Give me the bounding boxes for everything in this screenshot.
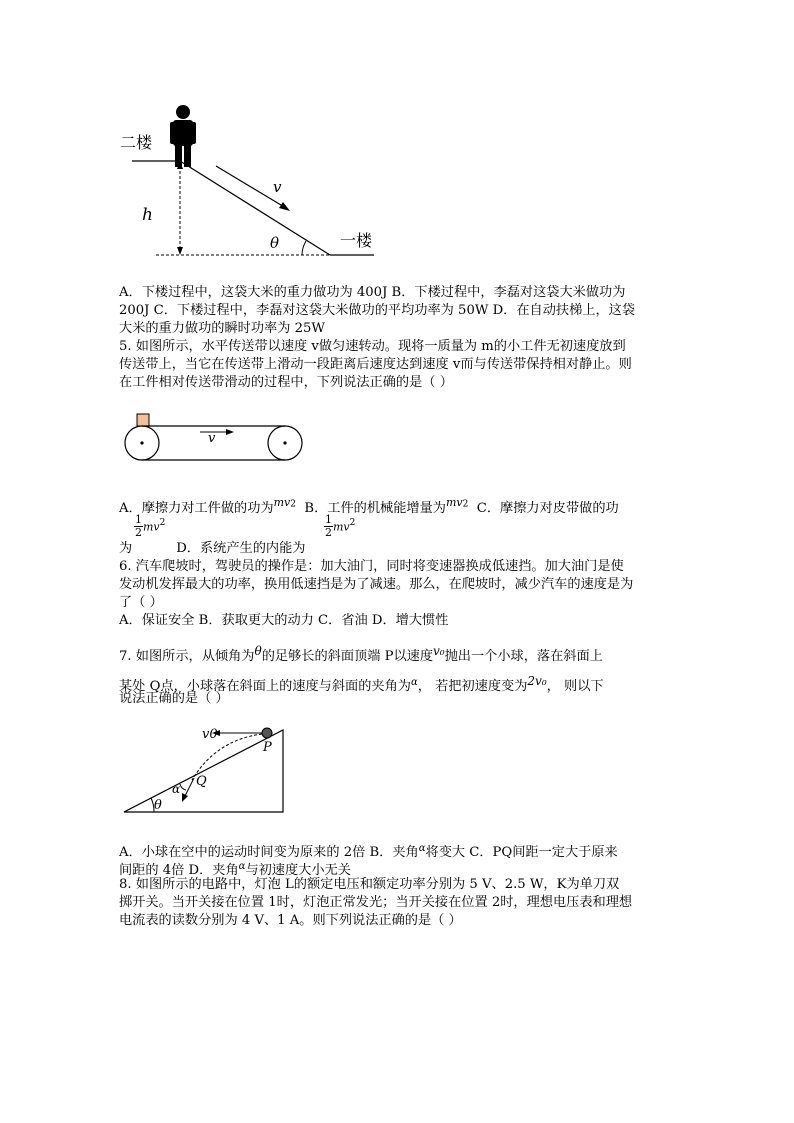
- q5-stem-line1: 5. 如图所示，水平传送带以速度 v做匀速转动。现将一质量为 m的小工件无初速度放到: [119, 339, 626, 354]
- q7-opt-alpha2: α: [238, 861, 246, 872]
- q5-option-c: C．摩擦力对皮带做的功: [476, 501, 619, 516]
- label-height: h: [142, 205, 153, 225]
- q7-line2-b: ， 若把初速度变为: [417, 679, 528, 694]
- q5-options-line1: [119, 494, 619, 518]
- q6-stem-line2: 发动机发挥最大的功率，换用低速挡是为了减速。那么，在爬坡时，减少汽车的速度是为: [119, 577, 634, 592]
- incline-projectile-figure: [120, 720, 295, 815]
- q5-options-line2: [119, 540, 305, 558]
- label-P: P: [263, 740, 272, 755]
- q7-line2-c: ， 则以下: [546, 679, 604, 694]
- q7-opt-alpha1: α: [418, 843, 426, 854]
- label-upper-floor: 二楼: [120, 133, 153, 152]
- label-theta: θ: [270, 234, 280, 252]
- q7-line1-b: 的足够长的斜面顶端 P以速度: [261, 649, 434, 664]
- q7-opt-c: 间距的 4倍 D．夹角: [119, 863, 239, 878]
- q4-options-line2: 200J C．下楼过程中，李磊对这袋大米做功的平均功率为 50W D．在自动扶梯上，这袋: [119, 303, 636, 318]
- q8-stem-line1: 8. 如图所示的电路中，灯泡 L的额定电压和额定功率分别为 5 V、2.5 W，K为单刀双: [119, 877, 620, 892]
- q7-opt-b: 将变大 C．PQ间距一定大于原来: [425, 845, 618, 860]
- q6-options: A．保证安全 B．获取更大的动力 C．省油 D．增大惯性: [119, 613, 449, 628]
- q4-options-line3: 大米的重力做功的瞬时功率为 25W: [119, 321, 325, 336]
- q5-d-den: 2: [325, 526, 332, 540]
- q5-formula-c-exp: 2: [159, 518, 166, 528]
- label-theta-incline: θ: [154, 798, 162, 813]
- q7-opt-d: 与初速度大小无关: [245, 863, 351, 878]
- q5-c-den: 2: [135, 526, 142, 540]
- q7-line2-alpha: α: [410, 677, 418, 688]
- q7-stem-line3: 说法正确的是（ ）: [119, 691, 229, 706]
- q6-stem-line3: 了（ ）: [119, 595, 163, 610]
- q5-option-b: B．工件的机械能增量为: [304, 501, 446, 516]
- q8-stem-line2: 掷开关。当开关接在位置 1时，灯泡正常发光；当开关接在位置 2时，理想电压表和理想: [119, 895, 633, 910]
- person-icon: [170, 105, 196, 167]
- label-alpha: α: [172, 782, 181, 796]
- q7-opt-a: A．小球在空中的运动时间变为原来的 2倍 B．夹角: [119, 845, 419, 860]
- q8-stem-line3: 电流表的读数分别为 4 V、1 A。则下列说法正确的是（ ）: [119, 913, 462, 928]
- q4-options-line1: A．下楼过程中，这袋大米的重力做功为 400J B．下楼过程中，李磊对这袋大米做功为: [119, 285, 626, 300]
- q5-formula-c: mv: [143, 520, 160, 534]
- label-lower-floor: 一楼: [340, 231, 373, 250]
- conveyor-velocity-label: v: [208, 431, 216, 446]
- q5-option-a: A．摩擦力对工件做的功为: [119, 501, 274, 516]
- label-Q: Q: [196, 774, 207, 789]
- q7-line1-theta: θ: [254, 644, 262, 658]
- q5-formula-d-frac: [324, 514, 355, 544]
- q5-formula-d: mv: [333, 520, 350, 534]
- q5-option-c-cont: 为: [119, 541, 133, 556]
- q7-line1-c: 抛出一个小球，落在斜面上: [444, 649, 603, 664]
- q5-stem-line3: 在工件相对传送带滑动的过程中，下列说法正确的是（ ）: [119, 375, 453, 390]
- q7-line1-a: 7. 如图所示，从倾角为: [119, 649, 255, 664]
- escalator-figure: [118, 100, 388, 260]
- q5-stem-line2: 传送带上，当它在传送带上滑动一段距离后速度达到速度 v而与传送带保持相对静止。则: [119, 357, 632, 372]
- q5-option-d: D．系统产生的内能为: [176, 541, 306, 556]
- q5-formula-a: mv: [273, 496, 291, 509]
- q5-formula-d-exp: 2: [349, 518, 356, 528]
- q7-line1-v0: v₀: [433, 644, 445, 658]
- q5-formula-b-exp: 2: [462, 499, 469, 510]
- label-v0: v0: [202, 727, 218, 742]
- q5-formula-b: mv: [445, 496, 463, 509]
- q7-stem-line1: [119, 642, 603, 666]
- q5-formula-a-exp: 2: [290, 499, 296, 510]
- conveyor-belt-figure: [120, 410, 310, 466]
- q5-d-num: 1: [325, 513, 332, 527]
- label-velocity: v: [273, 178, 282, 196]
- q6-stem-line1: 6. 汽车爬坡时，驾驶员的操作是：加大油门，同时将变速器换成低速挡。加大油门是使: [119, 559, 624, 574]
- q7-line2-a: 某处 Q点，小球落在斜面上的速度与斜面的夹角为: [119, 679, 411, 694]
- q7-line2-2v0: 2v₀: [527, 674, 547, 688]
- q5-c-num: 1: [135, 513, 142, 527]
